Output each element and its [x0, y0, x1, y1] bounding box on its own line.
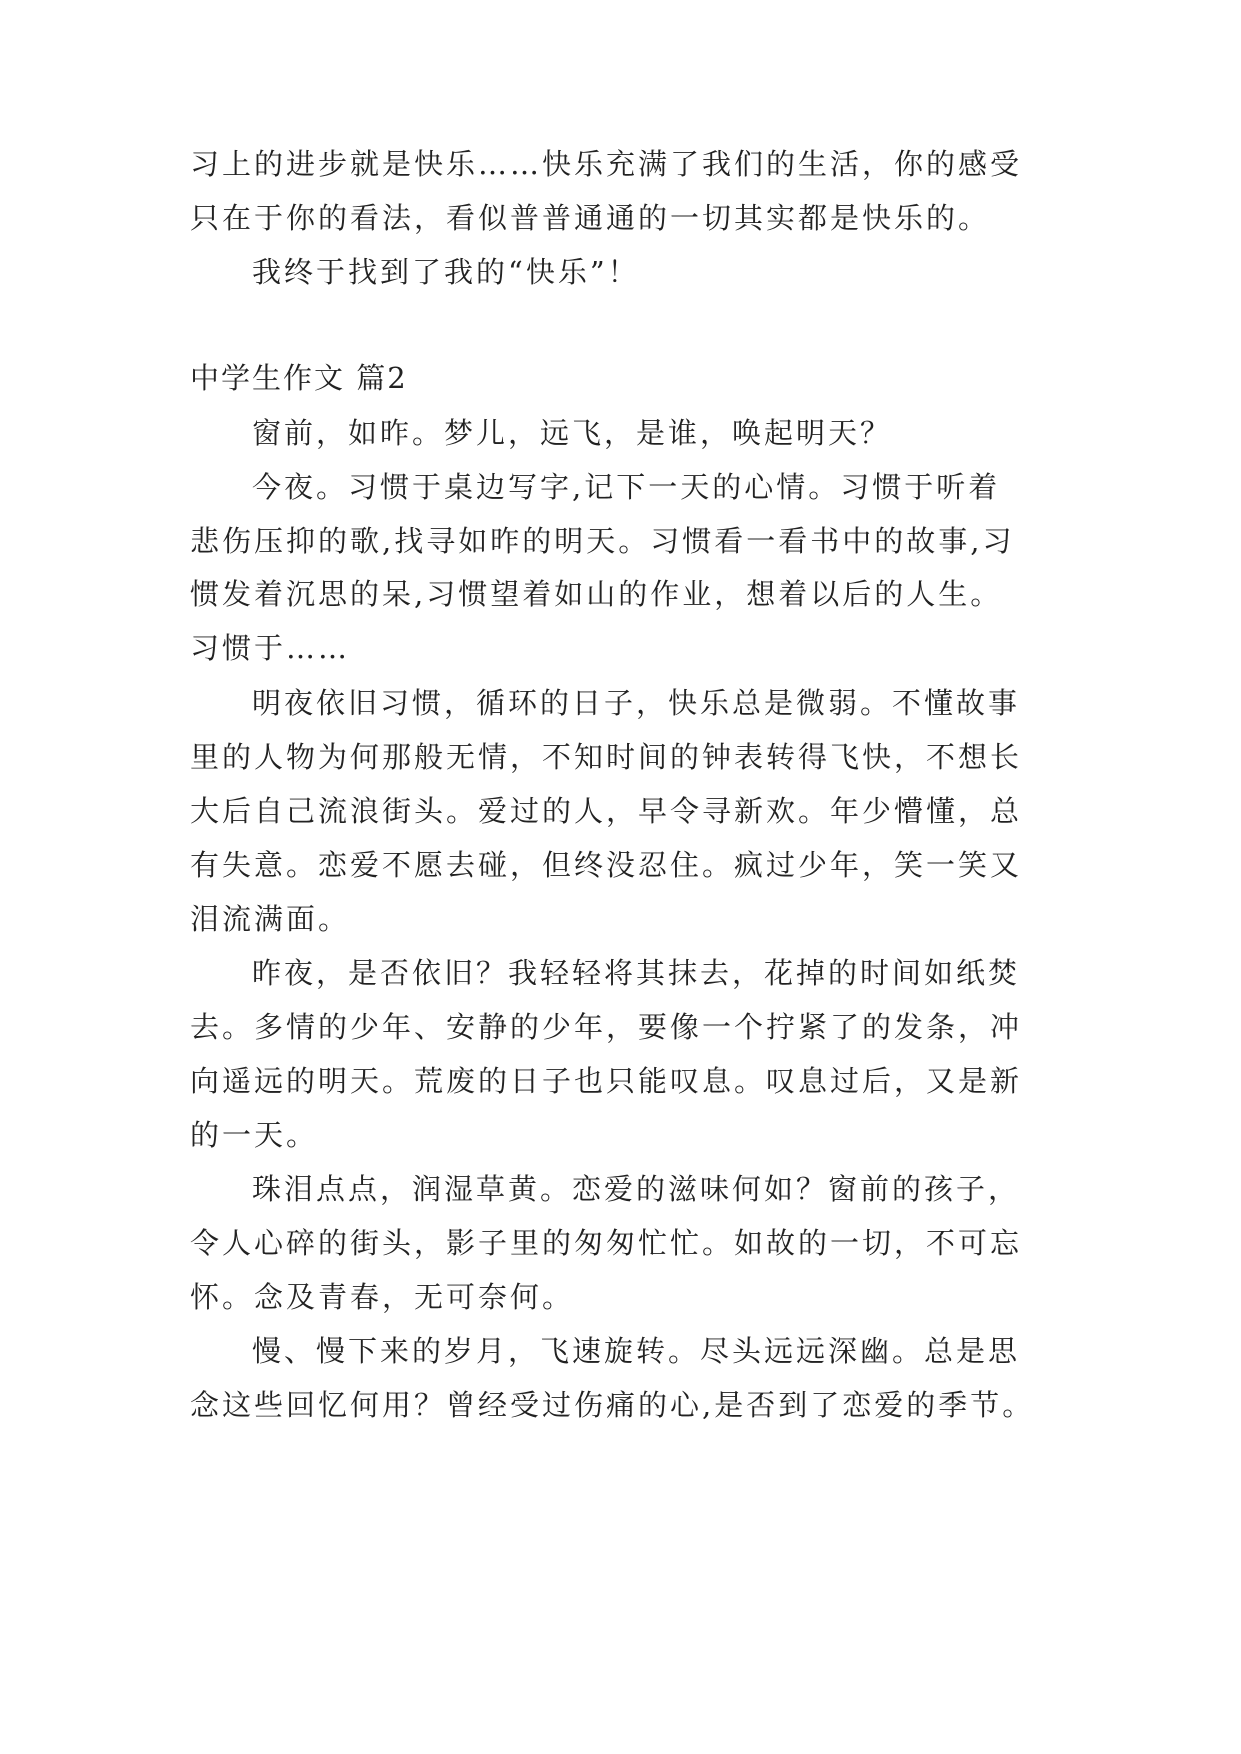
text-line: 习上的进步就是快乐……快乐充满了我们的生活，你的感受 [190, 147, 1023, 181]
text-line: 泪流满面。 [190, 902, 351, 936]
text-line: 去。多情的少年、安静的少年，要像一个拧紧了的发条，冲 [190, 1010, 1023, 1044]
text-line: 里的人物为何那般无情，不知时间的钟表转得飞快，不想长 [190, 740, 1023, 774]
text-line: 大后自己流浪街头。爱过的人，早令寻新欢。年少懵懂，总 [190, 794, 1023, 828]
text-line: 只在于你的看法，看似普普通通的一切其实都是快乐的。 [190, 201, 991, 235]
text-line: 令人心碎的街头，影子里的匆匆忙忙。如故的一切，不可忘 [190, 1226, 1023, 1260]
text-line: 习惯于…… [190, 631, 351, 665]
text-line: 有失意。恋爱不愿去碰，但终没忍住。疯过少年，笑一笑又 [190, 848, 1023, 882]
text-line: 昨夜，是否依旧？我轻轻将其抹去，花掉的时间如纸焚 [252, 956, 1021, 990]
text-line: 念这些回忆何用？曾经受过伤痛的心,是否到了恋爱的季节。 [190, 1388, 1035, 1422]
text-line: 今夜。习惯于桌边写字,记下一天的心情。习惯于听着 [252, 470, 1001, 504]
text-line: 的一天。 [190, 1118, 319, 1152]
text-line: 向遥远的明天。荒废的日子也只能叹息。叹息过后，又是新 [190, 1064, 1023, 1098]
section-heading: 中学生作文 篇2 [190, 361, 408, 395]
text-line: 惯发着沉思的呆,习惯望着如山的作业，想着以后的人生。 [190, 577, 1003, 611]
text-line: 怀。念及青春，无可奈何。 [190, 1280, 575, 1314]
text-line: 悲伤压抑的歌,找寻如昨的明天。习惯看一看书中的故事,习 [190, 524, 1015, 558]
text-line: 我终于找到了我的“快乐”！ [252, 255, 640, 289]
text-line: 窗前，如昨。梦儿，远飞，是谁，唤起明天？ [252, 416, 893, 450]
text-line: 慢、慢下来的岁月，飞速旋转。尽头远远深幽。总是思 [252, 1334, 1021, 1368]
text-line: 珠泪点点，润湿草黄。恋爱的滋味何如？窗前的孩子， [252, 1172, 1021, 1206]
text-line: 明夜依旧习惯，循环的日子，快乐总是微弱。不懂故事 [252, 686, 1021, 720]
